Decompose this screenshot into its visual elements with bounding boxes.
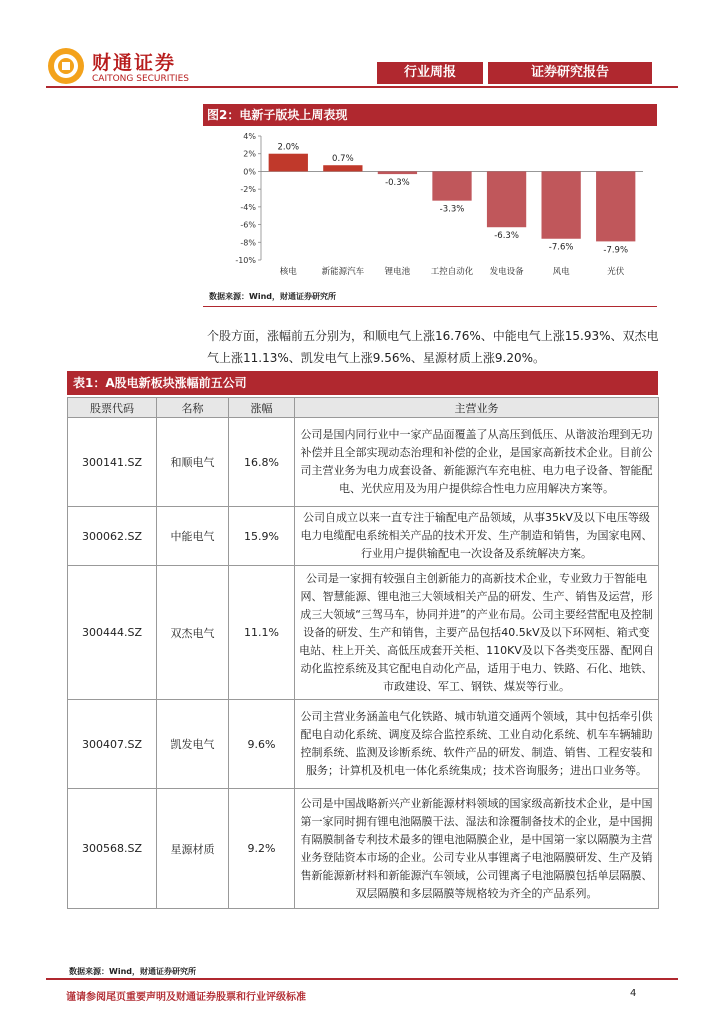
x-category-label: 发电设备 [489,267,524,277]
stock-change: 9.6% [229,700,295,789]
logo-chinese-name: 财通证券 [92,52,177,74]
stock-code: 300062.SZ [68,507,157,566]
header-business: 主营业务 [295,398,659,418]
x-category-label: 核电 [279,267,297,277]
x-category-label: 工控自动化 [430,267,474,277]
company-logo [46,46,206,90]
bar-value-label: -3.3% [439,204,465,215]
bar [432,171,471,200]
bar-value-label: -7.9% [603,245,629,256]
y-tick-label: -6% [240,220,256,230]
stock-code: 300407.SZ [68,700,157,789]
y-tick-label: 0% [243,167,256,177]
page-number: 4 [630,988,637,999]
table-row [68,789,659,909]
stock-change: 9.2% [229,789,295,909]
stock-business: 公司主营业务涵盖电气化铁路、城市轨道交通两个领域，其中包括牵引供配电自动化系统、调度及综合监控系统、工业自动化系统、机车车辆辅助控制系统、监测及诊断系统、软件产品的研发、制造、销售、工程安装和服务；计算机及机电一体化系统集成；技术咨询服务；进出口业务等。 [295,700,659,789]
table-row [68,566,659,700]
bar [487,171,526,227]
stock-business: 公司是中国战略新兴产业新能源材料领域的国家级高新技术企业，是中国第一家同时拥有锂电池隔膜干法、湿法和涂覆制备技术的企业，是中国拥有隔膜制备专利技术最多的锂电池隔膜企业，是中国第一家以隔膜为主营业务登陆资本市场的企业。公司专业从事锂离子电池隔膜研发、生产及销售新能源新材料和新能源汽车领域，公司锂离子电池隔膜包括单层隔膜、双层隔膜和多层隔膜等规格较为齐全的产品系列。 [295,789,659,909]
figure-divider [203,306,657,307]
x-category-label: 新能源汽车 [321,267,365,277]
y-tick-label: -10% [235,256,256,265]
bar [378,171,417,174]
logo-english-name: CAITONG SECURITIES [92,74,189,84]
stock-code: 300568.SZ [68,789,157,909]
bar [323,165,362,171]
y-tick-label: -8% [240,238,256,248]
header-name: 名称 [157,398,229,418]
stock-summary-paragraph: 个股方面，涨幅前五分别为，和顺电气上涨16.76%、中能电气上涨15.93%、双杰电气上涨11.13%、凯发电气上涨9.56%、星源材质上涨9.20%。 [207,329,659,365]
stock-name: 双杰电气 [157,566,229,700]
header-change: 涨幅 [229,398,295,418]
x-category-label: 光伏 [607,267,625,277]
figure-title: 图2：电新子版块上周表现 [203,104,657,126]
stock-code: 300444.SZ [68,566,157,700]
stock-business: 公司是一家拥有较强自主创新能力的高新技术企业，专业致力于智能电网、智慧能源、锂电池三大领域相关产品的研发、生产、销售及运营，形成三大领域“三驾马车，协同并进”的产业布局。公司主要经营配电及控制设备的研发、生产和销售，主要产品包括40.5kV及以下环网柜、箱式变电站、柱上开关、高低压成套开关柜、110KV及以下各类变压器、配网自动化监控系统及其它配电自动化产品，适用于电力、铁路、石化、地铁、市政建设、军工、钢铁、煤炭等行业。 [295,566,659,700]
y-tick-label: -4% [240,202,256,212]
stock-code: 300141.SZ [68,418,157,507]
table-source: 数据来源：Wind，财通证券研究所 [69,967,196,976]
table-row [68,507,659,566]
footer-disclaimer: 谨请参阅尾页重要声明及财通证券股票和行业评级标准 [66,992,306,1003]
bar [541,171,580,238]
table-row [68,700,659,789]
bar [596,171,635,241]
footer-divider [46,978,678,980]
bar [269,154,308,172]
y-tick-label: 4% [243,132,256,141]
header-code: 股票代码 [68,398,157,418]
stock-name: 中能电气 [157,507,229,566]
bar-value-label: -7.6% [548,242,574,253]
stock-business: 公司是国内同行业中一家产品面覆盖了从高压到低压、从谐波治理到无功补偿并且全部实现动态治理和补偿的企业，是国家高新技术企业。目前公司主营业务为电力成套设备、新能源汽车充电桩、电力电子设备、智能配电、光伏应用及为用户提供综合性电力应用解决方案等。 [295,418,659,507]
top-stocks-table [67,397,659,909]
bar-value-label: -6.3% [494,231,519,242]
figure-source: 数据来源：Wind，财通证券研究所 [209,292,336,301]
table-header-row [68,398,659,418]
tag-research-report: 证券研究报告 [488,62,652,84]
subsector-performance-chart [203,126,657,286]
coin-logo-icon [46,46,86,86]
y-tick-label: 2% [243,149,256,159]
stock-business: 公司自成立以来一直专注于输配电产品领域，从事35kV及以下电压等级电力电缆配电系统相关产品的技术开发、生产制造和销售，为国家电网、行业用户提供输配电一次设备及系统解决方案。 [295,507,659,566]
table-row [68,418,659,507]
x-category-label: 风电 [552,267,570,277]
stock-change: 16.8% [229,418,295,507]
header-divider [46,86,678,88]
y-tick-label: -2% [240,185,256,195]
stock-name: 和顺电气 [157,418,229,507]
bar-value-label: -0.3% [385,178,410,189]
x-category-label: 锂电池 [384,267,411,277]
stock-name: 星源材质 [157,789,229,909]
bar-value-label: 2.0% [277,142,300,153]
stock-change: 11.1% [229,566,295,700]
bar-value-label: 0.7% [332,154,354,165]
stock-name: 凯发电气 [157,700,229,789]
stock-change: 15.9% [229,507,295,566]
table-title: 表1：A股电新板块涨幅前五公司 [67,371,658,395]
tag-weekly-report: 行业周报 [377,62,483,84]
